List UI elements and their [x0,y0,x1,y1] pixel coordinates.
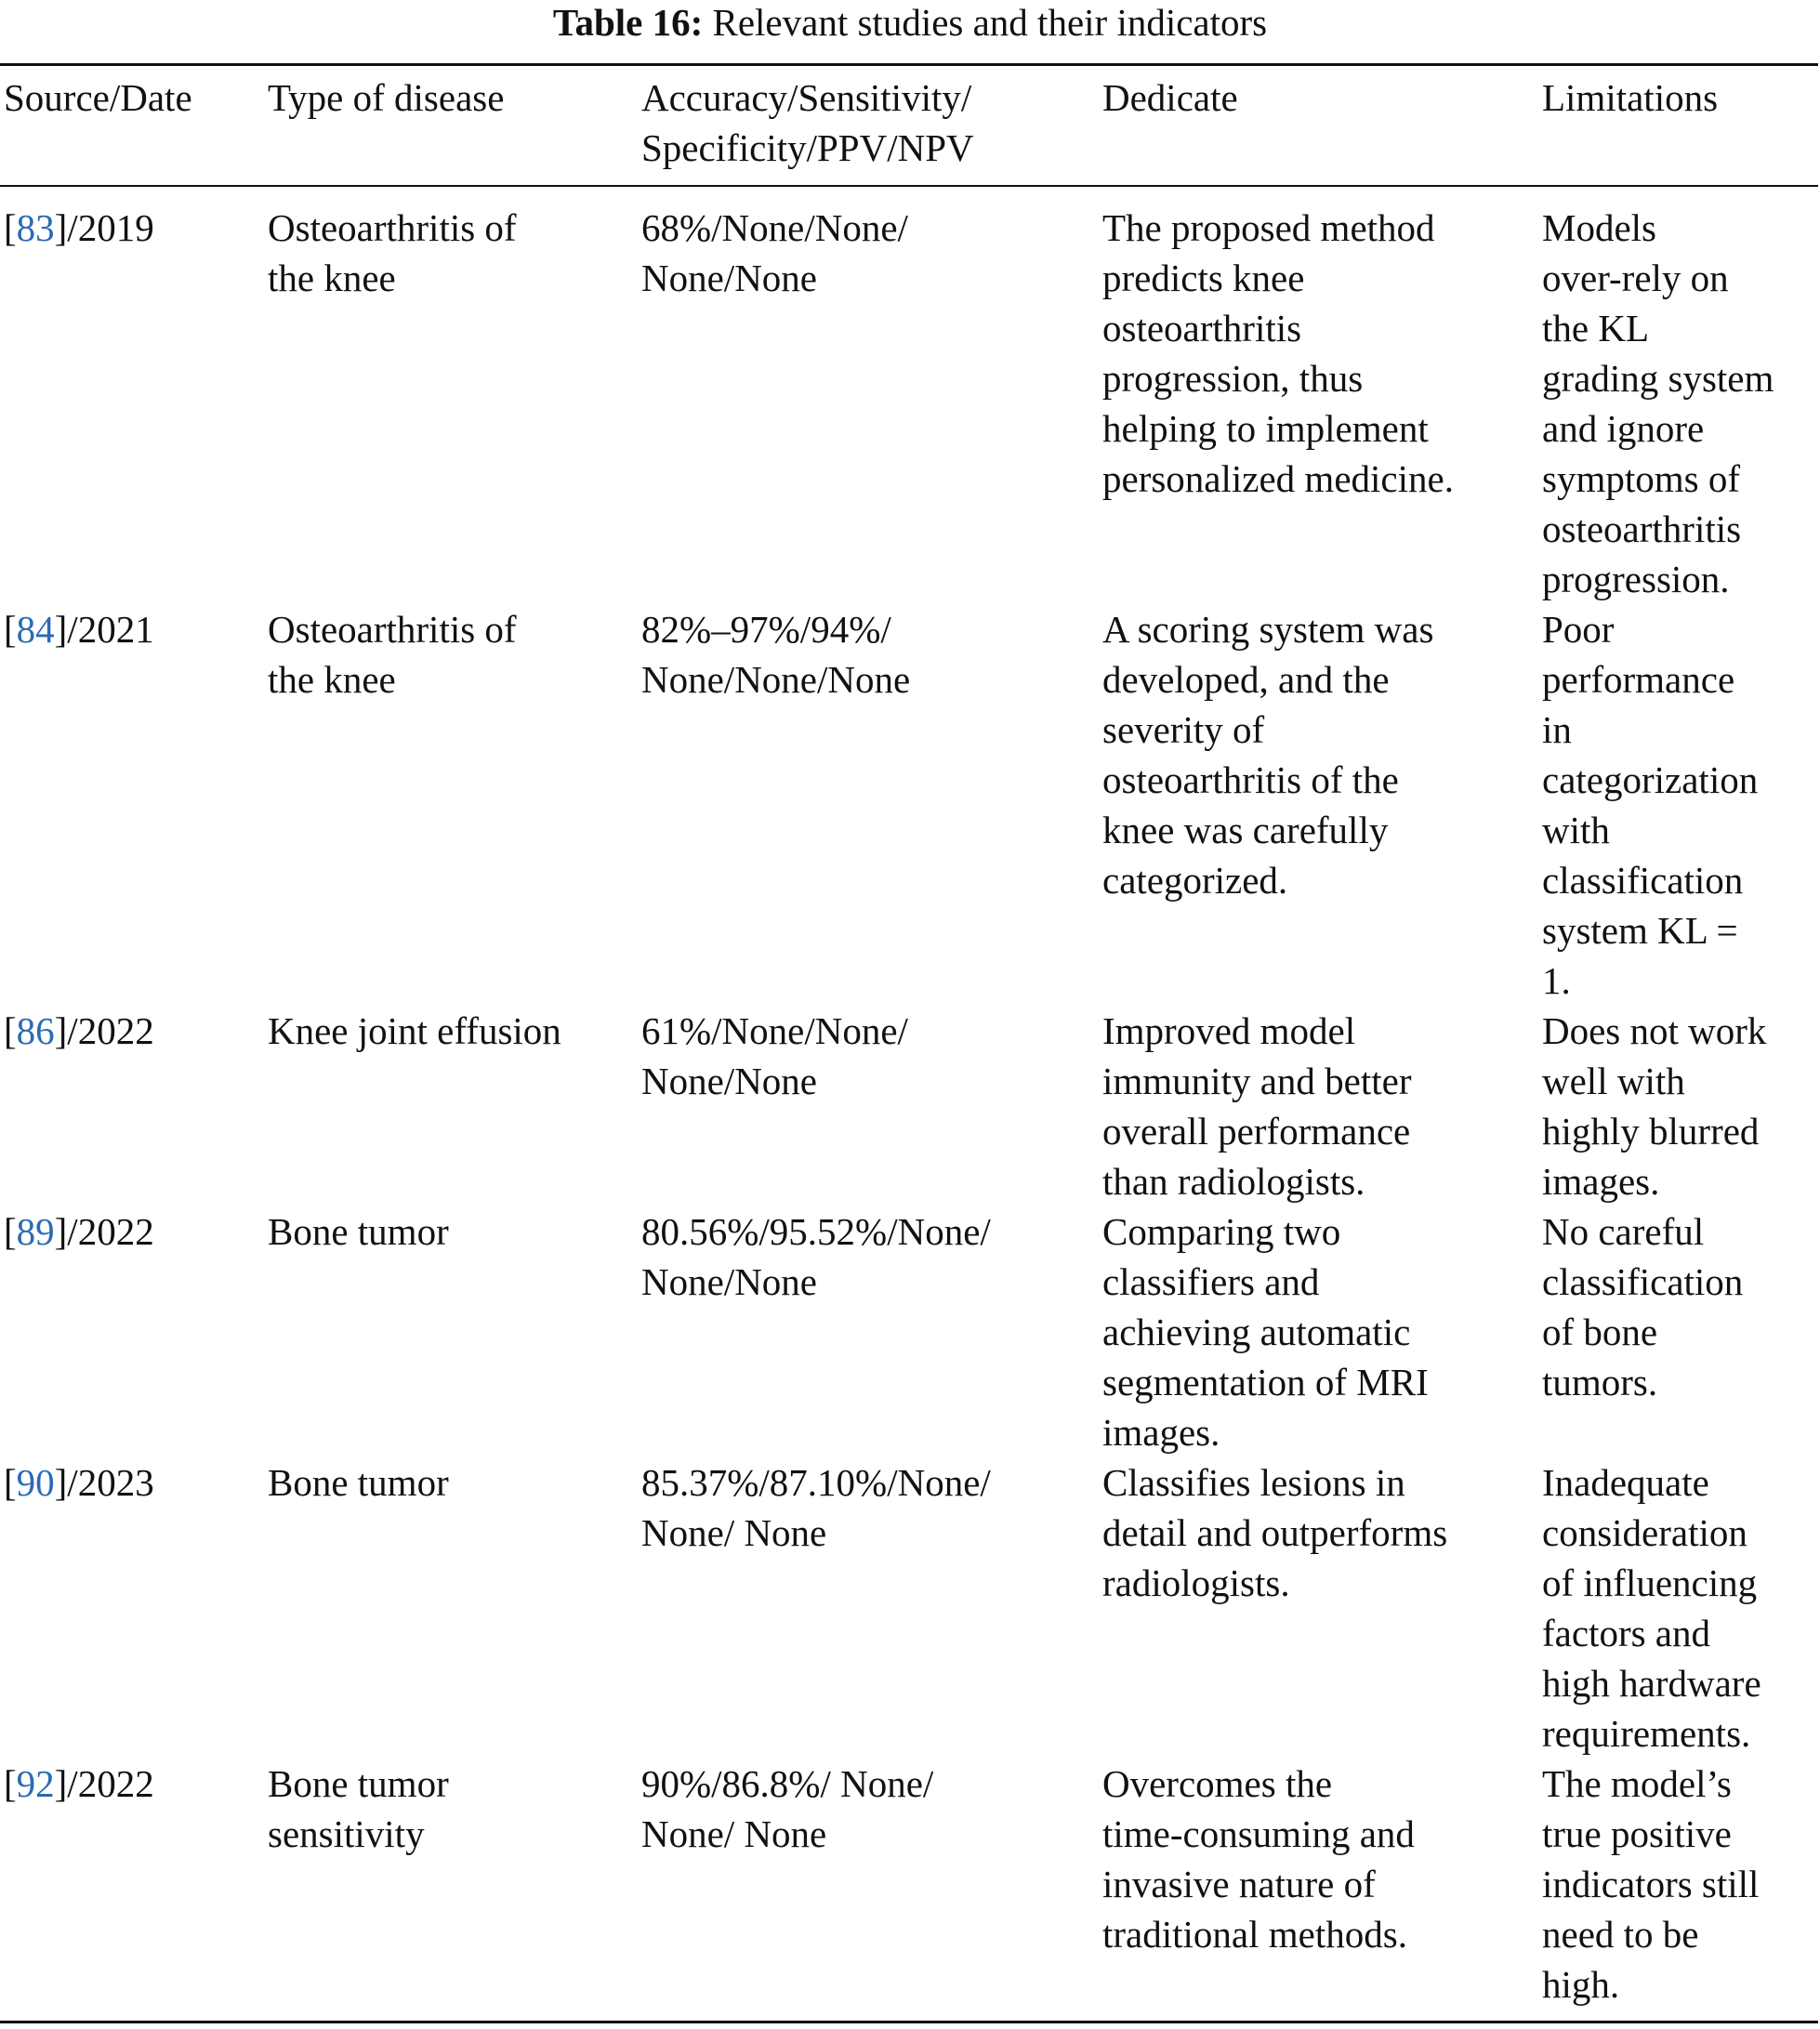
citation-link[interactable]: 86 [16,1009,55,1052]
limitations-cell: No careful classification of bone tumors. [1542,1210,1744,1403]
source-date-cell: [90]/2023 [4,1461,154,1504]
top-rule [0,63,1818,66]
dedicate-cell: Overcomes the time-consuming and invasive nature of traditional methods. [1102,1762,1415,1956]
citation-link[interactable]: 83 [16,206,55,249]
limitations-cell: Models over-rely on the KL grading system and ignore symptoms of osteoarthritis progression. [1542,206,1774,600]
citation-link[interactable]: 89 [16,1210,55,1253]
table-header-row [0,72,1820,184]
source-date-cell: [84]/2021 [4,608,154,651]
bottom-rule [0,2021,1818,2023]
header-disease: Type of disease [268,76,505,119]
header-dedicate: Dedicate [1102,76,1238,119]
table-caption-label: Table 16: [552,1,704,44]
disease-cell: Knee joint effusion [268,1009,561,1052]
disease-cell: Bone tumor [268,1210,449,1253]
disease-cell: Bone tumor [268,1461,449,1504]
year: 2022 [77,1009,154,1052]
limitations-cell: Does not work well with highly blurred images. [1542,1009,1767,1203]
table-caption [0,0,1820,45]
metrics-cell: 82%–97%/94%/ None/None/None [641,608,911,701]
dedicate-cell: The proposed method predicts knee osteoarthritis progression, thus helping to implement personalized medicine. [1102,206,1454,500]
year: 2019 [77,206,154,249]
year: 2023 [77,1461,154,1504]
limitations-cell: Poor performance in categorization with classification system KL = 1. [1542,608,1759,1002]
citation-link[interactable]: 92 [16,1762,55,1805]
source-date-cell: [89]/2022 [4,1210,154,1253]
disease-cell: Osteoarthritis of the knee [268,608,517,701]
disease-cell: Bone tumor sensitivity [268,1762,449,1855]
source-date-cell: [92]/2022 [4,1762,154,1805]
source-date-cell: [86]/2022 [4,1009,154,1052]
metrics-cell: 68%/None/None/ None/None [641,206,908,299]
year: 2022 [77,1210,154,1253]
citation-link[interactable]: 90 [16,1461,55,1504]
header-source-date: Source/Date [4,76,192,119]
metrics-cell: 80.56%/95.52%/None/ None/None [641,1210,991,1303]
limitations-cell: The model’s true positive indicators still need to be high. [1542,1762,1760,2006]
metrics-cell: 85.37%/87.10%/None/ None/ None [641,1461,991,1554]
table-caption-text: Relevant studies and their indicators [712,1,1268,44]
disease-cell: Osteoarthritis of the knee [268,206,517,299]
limitations-cell: Inadequate consideration of influencing factors and high hardware requirements. [1542,1461,1761,1755]
year: 2022 [77,1762,154,1805]
year: 2021 [77,608,154,651]
dedicate-cell: Improved model immunity and better overall performance than radiologists. [1102,1009,1412,1203]
metrics-cell: 61%/None/None/ None/None [641,1009,908,1102]
metrics-cell: 90%/86.8%/ None/ None/ None [641,1762,934,1855]
header-limitations: Limitations [1542,76,1719,119]
dedicate-cell: A scoring system was developed, and the severity of osteoarthritis of the knee was carefully categorized. [1102,608,1434,902]
header-metrics: Accuracy/Sensitivity/ Specificity/PPV/NPV [641,76,974,169]
dedicate-cell: Comparing two classifiers and achieving automatic segmentation of MRI images. [1102,1210,1429,1454]
citation-link[interactable]: 84 [16,608,55,651]
source-date-cell: [83]/2019 [4,206,154,249]
dedicate-cell: Classifies lesions in detail and outperforms radiologists. [1102,1461,1448,1604]
header-rule [0,185,1818,187]
